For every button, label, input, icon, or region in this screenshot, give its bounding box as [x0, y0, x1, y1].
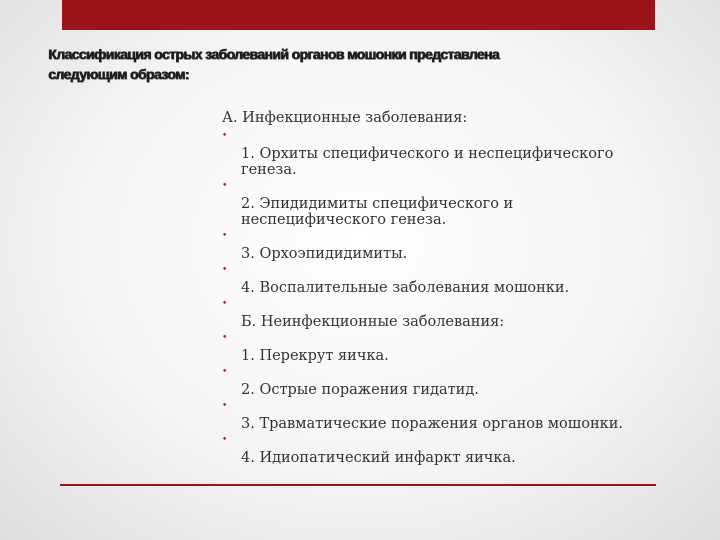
- list-item: [222, 128, 662, 178]
- list-item-text: Б. Неинфекционные заболевания:: [241, 314, 505, 330]
- list-item: [222, 178, 662, 228]
- list-item: [222, 398, 662, 432]
- list-item-text: 3. Орхоэпидидимиты.: [241, 246, 408, 262]
- list-item: [222, 330, 662, 364]
- bullet-icon: •: [222, 181, 228, 191]
- top-accent-bar: [62, 0, 655, 30]
- list-item: [222, 262, 662, 296]
- list-item-text: 4. Воспалительные заболевания мошонки.: [241, 280, 570, 296]
- bullet-icon: •: [222, 265, 228, 275]
- slide-title: Классификация острых заболеваний органов мошонки представлена следующим образом:: [48, 46, 499, 82]
- list-item: [222, 364, 662, 398]
- bullet-list: [222, 128, 662, 466]
- bottom-divider: [60, 484, 656, 486]
- list-item-text: 1. Орхиты специфического и неспецифического генеза.: [241, 146, 614, 178]
- bullet-icon: •: [222, 401, 228, 411]
- bullet-icon: •: [222, 435, 228, 445]
- list-item: [222, 228, 662, 262]
- list-item-text: 4. Идиопатический инфаркт яичка.: [241, 450, 516, 466]
- list-item-text: 1. Перекрут яичка.: [241, 348, 389, 364]
- list-item-text: 2. Острые поражения гидатид.: [241, 382, 479, 398]
- bullet-icon: •: [222, 367, 228, 377]
- list-item: [222, 296, 662, 330]
- bullet-icon: •: [222, 299, 228, 309]
- list-item-text: 2. Эпидидимиты специфического и неспецифического генеза.: [241, 196, 514, 228]
- bullet-icon: •: [222, 131, 228, 141]
- section-heading: А. Инфекционные заболевания:: [222, 110, 468, 126]
- bullet-icon: •: [222, 231, 228, 241]
- list-item: [222, 432, 662, 466]
- list-item-text: 3. Травматические поражения органов мошонки.: [241, 416, 623, 432]
- bullet-icon: •: [222, 333, 228, 343]
